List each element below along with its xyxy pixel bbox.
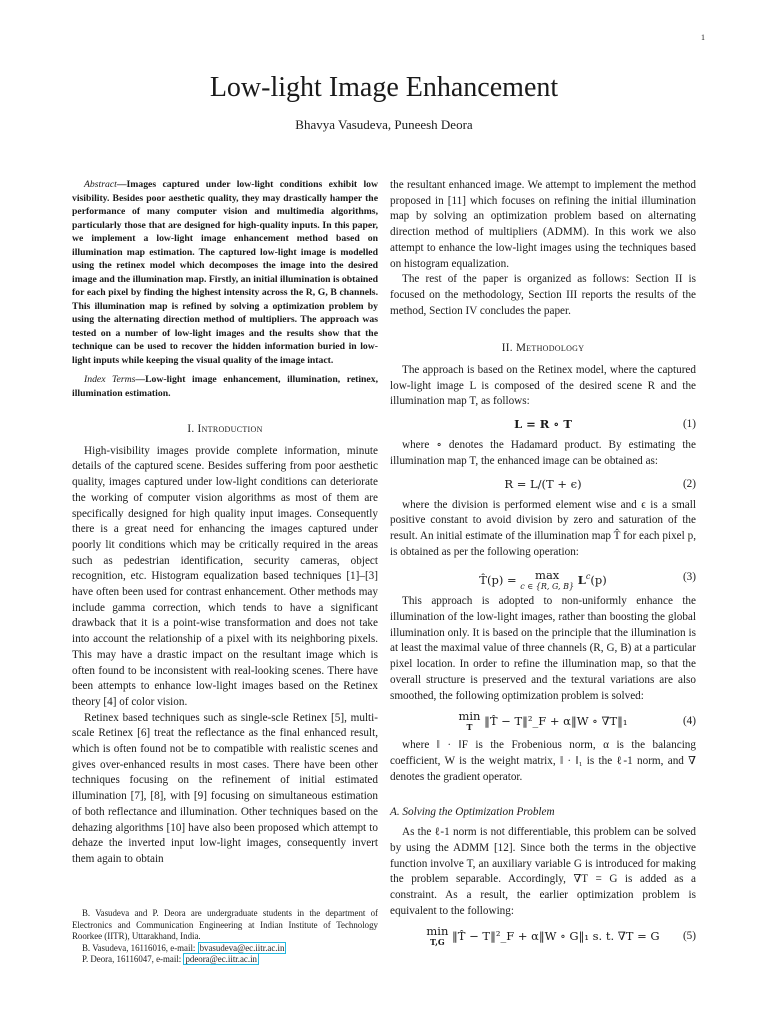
- method-paragraph-4: This approach is adopted to non-uniformly enhance the illumination of the low-light images, rather than boosting the global illumination only. It is based on the principle that the illumination is at least the maximal value of three channels (R, G, B) at a particular pixel location. In order to refine the illumination map, so that the overall structure is preserved and the textural variations are also smoothed, the following optimization problem is solved:: [390, 595, 696, 702]
- method-paragraph-1: The approach is based on the Retinex model, where the captured low-light image L is composed of the desired scene R and the illumination map T, as follows:: [390, 364, 696, 408]
- index-terms-lead: Index Terms: [84, 374, 136, 385]
- equation-5-min: [426, 926, 448, 948]
- method-paragraph-5: where ‖ · ‖F is the Frobenious norm, α is the balancing coefficient, W is the weight matrix, ‖ · ‖₁ is the ℓ-1 norm, and ∇ denotes the gradient operator.: [390, 739, 696, 783]
- abstract: [72, 178, 378, 367]
- equation-1-number: (1): [682, 418, 696, 431]
- equation-3-operator: max: [535, 568, 560, 583]
- equation-1: [390, 410, 696, 438]
- left-column: [72, 178, 378, 868]
- footnote-author-2-text: P. Deora, 16116047, e-mail:: [82, 954, 184, 965]
- equation-4-limit: T: [466, 722, 473, 733]
- equation-3-limit: c ∈ {R, G, B}: [520, 582, 575, 592]
- equation-4-number: (4): [682, 715, 696, 728]
- equation-4-min: [458, 711, 480, 733]
- email-link-deora[interactable]: pdeora@ec.iitr.ac.in: [185, 954, 257, 965]
- equation-1-body: L = R ∘ T: [514, 417, 572, 432]
- equation-5: [390, 919, 696, 953]
- paper-outline: The rest of the paper is organized as follows: Section II is focused on the methodology, Section III reports the results of the method, Section IV concludes the paper.: [390, 273, 696, 317]
- footnote-author-2: [72, 954, 378, 966]
- equation-3-left: T̂(p) =: [479, 573, 517, 588]
- method-paragraph-6: As the ℓ-1 norm is not differentiable, this problem can be solved by using the ADMM [12]. Since both the terms in the objective function involve T, an auxiliary variable G is introduced for making the problem separable. Accordingly, ∇T = G is added as a constraint. As a result, the earlier optimization problem is equivalent to the following:: [390, 826, 696, 917]
- paper-title: Low-light Image Enhancement: [209, 72, 559, 103]
- equation-2-body: R = L/(T + ϵ): [504, 476, 582, 491]
- equation-3-right: L: [577, 573, 586, 588]
- index-terms-text: —Low-light image enhancement, illumination, retinex, illumination estimation.: [72, 374, 378, 399]
- email-link-vasudeva[interactable]: bvasudeva@ec.iitr.ac.in: [199, 942, 285, 953]
- section-heading-introduction: I. Introduction: [187, 423, 263, 435]
- equation-2: [390, 470, 696, 498]
- method-paragraph-2: where ∘ denotes the Hadamard product. By estimating the illumination map T, the enhanced image can be obtained as:: [390, 439, 696, 467]
- equation-5-body: ‖T̂ − T‖²_F + α‖W ∘ G‖₁ s. t. ∇T = G: [452, 929, 660, 944]
- equation-4-body: ‖T̂ − T‖²_F + α‖W ∘ ∇T‖₁: [484, 714, 628, 729]
- equation-3-max: [520, 570, 574, 592]
- equation-2-number: (2): [682, 477, 696, 490]
- footnotes: [72, 908, 378, 966]
- paper-authors: Bhavya Vasudeva, Puneesh Deora: [295, 117, 473, 132]
- intro-continued: the resultant enhanced image. We attempt to implement the method proposed in [11] which focuses on refining the initial illumination map by solving an optimization problem based on alternating direction method of multipliers (ADMM). In this work we also attempt to enhance the low-light images using the techniques based on histogram equalization.: [390, 179, 696, 270]
- equation-3-superscript: c: [585, 572, 591, 582]
- equation-4: [390, 704, 696, 738]
- equation-4-operator: min: [458, 709, 481, 724]
- page-number: 1: [701, 33, 705, 42]
- intro-paragraph-1: High-visibility images provide complete information, minute details of the captured scene. Besides suffering from poor aesthetic quality, images captured under low-light conditions can deteriorate the working of computer vision algorithms as most of them are specifically designed for high quality input images. Consequently there is a great need for enhancing the images captured under poorly lit conditions which may be critically required in the areas such as pedestrian identification, security cameras, object recognition, etc. Histogram equalization based techniques [1]–[3] have often been used for contrast enhancement. Other methods may include gamma correction, which tends to have a significant drawback that it is a point-wise transformation and does not take into account the relationship of a pixel with its neighboring pixels. This may have a drastic impact on the resultant image which is often found to be inconsistent with real-looking scenes. There have been attempts to enhance low-light images based on the Retinex theory [4] of color vision.: [72, 444, 378, 708]
- equation-3-number: (3): [682, 571, 696, 584]
- footnote-author-1-text: B. Vasudeva, 16116016, e-mail:: [82, 942, 198, 953]
- abstract-lead: Abstract: [84, 179, 117, 190]
- equation-3: [390, 560, 696, 594]
- right-column: [390, 178, 696, 953]
- equation-5-number: (5): [682, 930, 696, 943]
- section-heading-methodology: II. Methodology: [501, 342, 585, 355]
- footnote-affiliation: B. Vasudeva and P. Deora are undergraduate students in the department of Electronics and Communication Engineering at Indian Institute of Technology Roorkee (IITR), Uttarakhand, India.: [72, 908, 378, 942]
- equation-3-tail: (p): [590, 573, 607, 588]
- equation-5-limit: T,G: [430, 937, 445, 948]
- abstract-text: —Images captured under low-light conditions exhibit low visibility. Besides poor aesthetic quality, they may drastically hamper the performance of many computer vision and multimedia algorithms, particularly those that are designed for high-quality inputs. In this paper, we implement a low-light image enhancement method based on illumination map estimation. The captured low-light image is modelled using the retinex model which decomposes the image into the desired image and the illumination map. Firstly, an initial illumination is obtained for each pixel by finding the highest intensity across the R, G, B channels. This illumination map is refined by solving a optimization problem by using the alternating direction method of multipliers. The approach was tested on a number of low-light images and the results show that the technique can be used to recover the hidden information buried in low-light inputs while keeping the visual quality of the image intact.: [72, 179, 378, 366]
- equation-5-operator: min: [426, 924, 449, 939]
- intro-paragraph-2: Retinex based techniques such as single-scle Retinex [5], multi-scale Retinex [6] treat the reflectance as the final enhanced result, which is often found not be to compatible with realistic scenes and gives over-enhanced results in most cases. There have been other techniques focusing on the refinement of initial estimated illumination [7], [8], with [9] focusing on simultaneous estimation of both reflectance and illumination. Other techniques based on the dehazing algorithms [10] have also been proposed which attempt to dehaze the inverted input low-light images, consequently invert them again to obtain: [72, 711, 378, 865]
- subsection-heading-optimization: A. Solving the Optimization Problem: [390, 806, 555, 819]
- method-paragraph-3: where the division is performed element wise and ϵ is a small positive constant to avoid division by zero and saturation of the result. An initial estimate of the illumination map T̂ for each pixel p, is obtained as per the following operation:: [390, 498, 696, 558]
- index-terms: [72, 373, 378, 400]
